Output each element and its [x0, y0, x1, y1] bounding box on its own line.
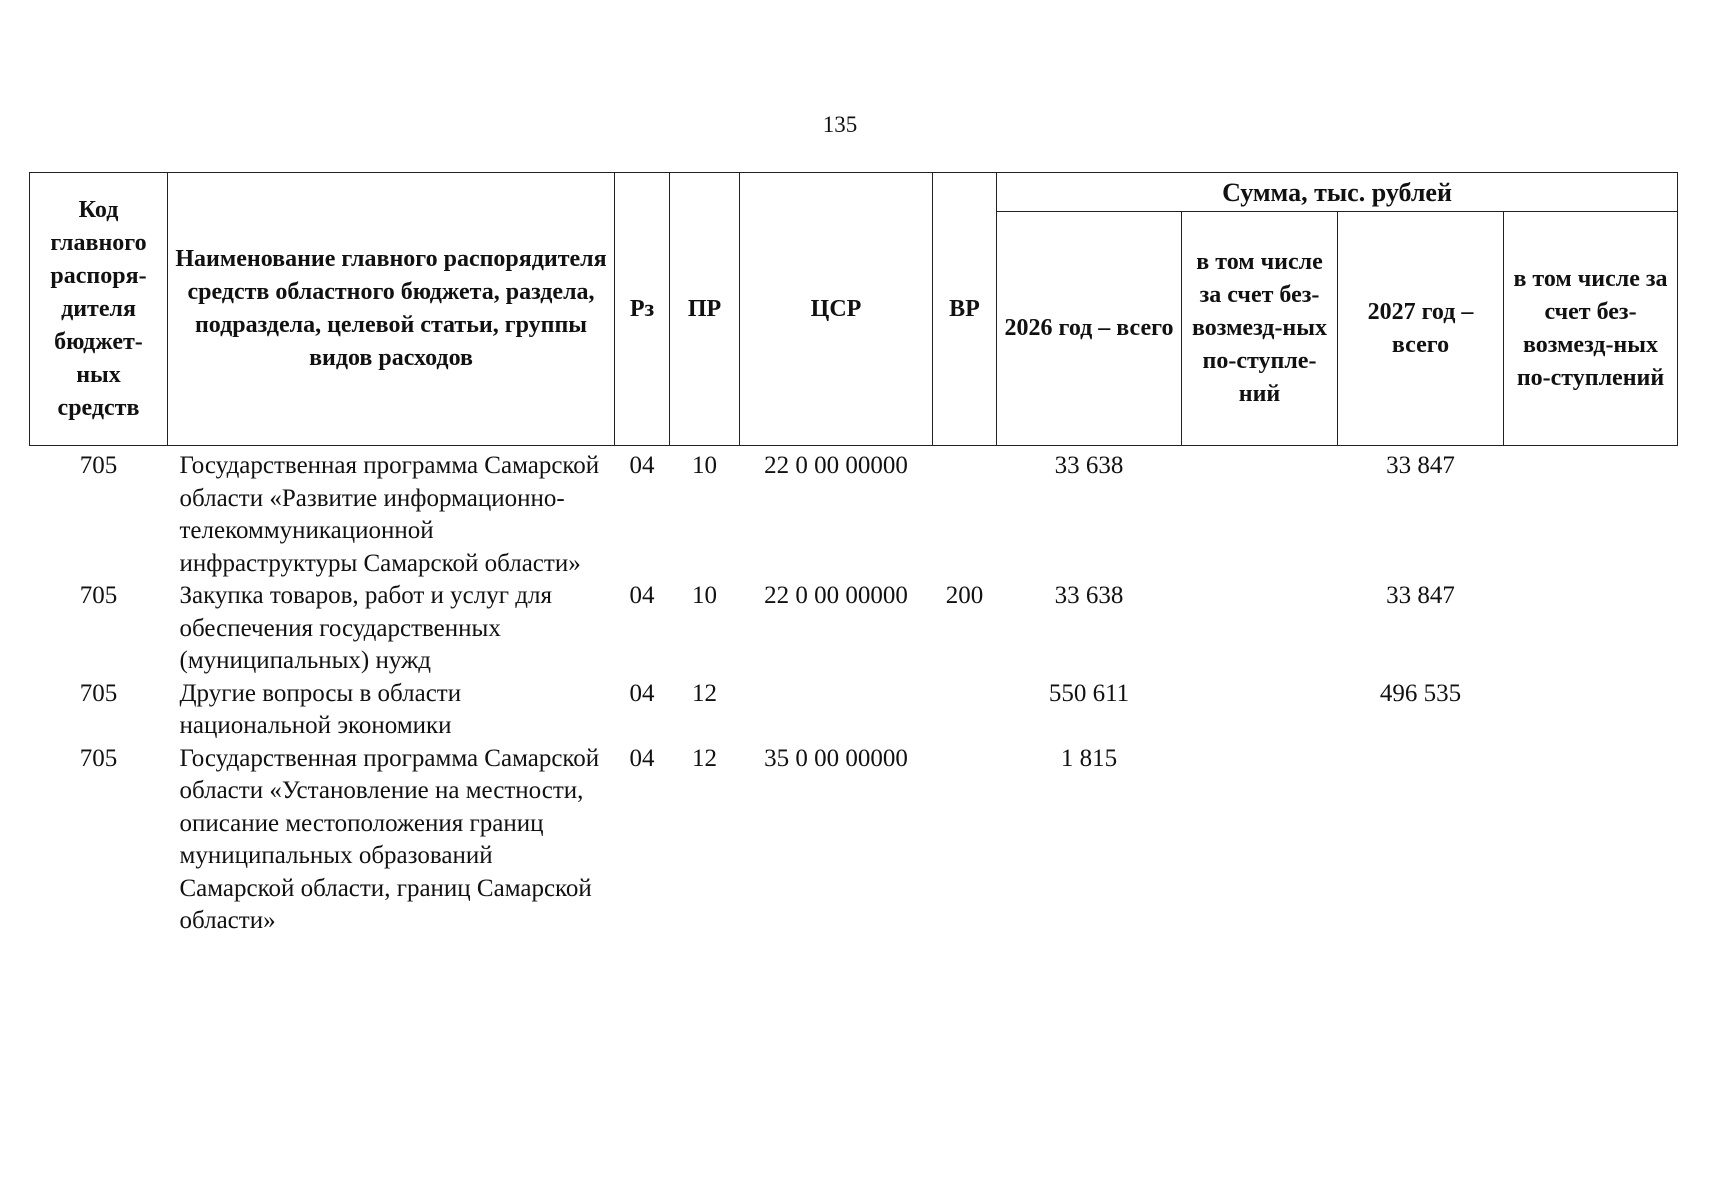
header-sum-group: Сумма, тыс. рублей — [997, 173, 1678, 212]
cell-2026-grants — [1182, 446, 1338, 581]
header-2026-total: 2026 год – всего — [997, 212, 1182, 446]
cell-rz: 04 — [629, 582, 655, 609]
header-pr: ПР — [670, 173, 740, 446]
budget-table — [29, 172, 1678, 938]
cell-pr: 12 — [692, 744, 717, 772]
cell-name: Другие вопросы в области национальной экономики — [179, 679, 462, 739]
cell-pr: 10 — [692, 452, 717, 479]
cell-name: Закупка товаров, работ и услуг для обеспечения государственных (муниципальных) нужд — [179, 582, 552, 674]
table-header — [30, 173, 1678, 446]
cell-csr: 22 0 00 00000 — [764, 582, 908, 609]
table-row — [30, 743, 1678, 938]
cell-rz: 04 — [629, 679, 655, 707]
cell-2027-grants — [1504, 743, 1678, 938]
header-code: Код главного распоря-дителя бюджет-ных средств — [30, 173, 168, 446]
cell-pr: 10 — [692, 582, 717, 609]
header-2027-grants: в том числе за счет без-возмезд-ных по-ступлений — [1504, 212, 1678, 446]
cell-vr — [933, 743, 997, 938]
table-row — [30, 580, 1678, 678]
table-row — [30, 678, 1678, 743]
cell-code: 705 — [79, 452, 118, 479]
cell-rz: 04 — [629, 452, 655, 479]
cell-2027-grants — [1504, 446, 1678, 581]
header-2026-grants: в том числе за счет без-возмезд-ных по-ступле-ний — [1182, 212, 1338, 446]
table-body — [30, 446, 1678, 938]
cell-2027-total: 33 847 — [1386, 452, 1455, 479]
cell-name: Государственная программа Самарской области «Развитие информационно-телекоммуникационной инфраструктуры Самарской области» — [179, 452, 600, 577]
cell-csr: 22 0 00 00000 — [764, 452, 908, 479]
cell-csr — [740, 678, 933, 743]
cell-2026-grants — [1182, 678, 1338, 743]
cell-vr — [933, 678, 997, 743]
header-2027-total: 2027 год – всего — [1338, 212, 1504, 446]
table-row — [30, 446, 1678, 581]
cell-vr — [933, 446, 997, 581]
cell-2027-grants — [1504, 580, 1678, 678]
cell-2027-grants — [1504, 678, 1678, 743]
header-rz: Рз — [615, 173, 670, 446]
cell-2027-total: 496 535 — [1379, 679, 1462, 707]
cell-2026-total: 33 638 — [1054, 582, 1124, 609]
cell-pr: 12 — [692, 679, 717, 707]
cell-2027-total: 33 847 — [1386, 582, 1455, 609]
header-row-top — [30, 173, 1678, 212]
cell-code: 705 — [79, 679, 118, 707]
cell-rz: 04 — [629, 744, 655, 772]
cell-2027-total — [1338, 743, 1504, 938]
cell-2026-grants — [1182, 743, 1338, 938]
cell-code: 705 — [79, 582, 118, 609]
header-vr: ВР — [933, 173, 997, 446]
cell-2026-total: 550 611 — [1048, 679, 1130, 707]
page-number: 135 — [822, 112, 858, 137]
header-csr: ЦСР — [740, 173, 933, 446]
cell-2026-total: 1 815 — [1060, 744, 1118, 772]
cell-code: 705 — [79, 744, 118, 772]
cell-name: Государственная программа Самарской области «Установление на местности, описание местоположения границ муниципальных образований Самарской области, границ Самарской области» — [179, 744, 600, 934]
cell-2026-total: 33 638 — [1054, 452, 1124, 479]
header-name: Наименование главного распорядителя средств областного бюджета, раздела, подраздела, целевой статьи, группы видов расходов — [168, 173, 615, 446]
cell-csr: 35 0 00 00000 — [764, 744, 908, 772]
cell-2026-grants — [1182, 580, 1338, 678]
cell-vr: 200 — [945, 582, 984, 609]
